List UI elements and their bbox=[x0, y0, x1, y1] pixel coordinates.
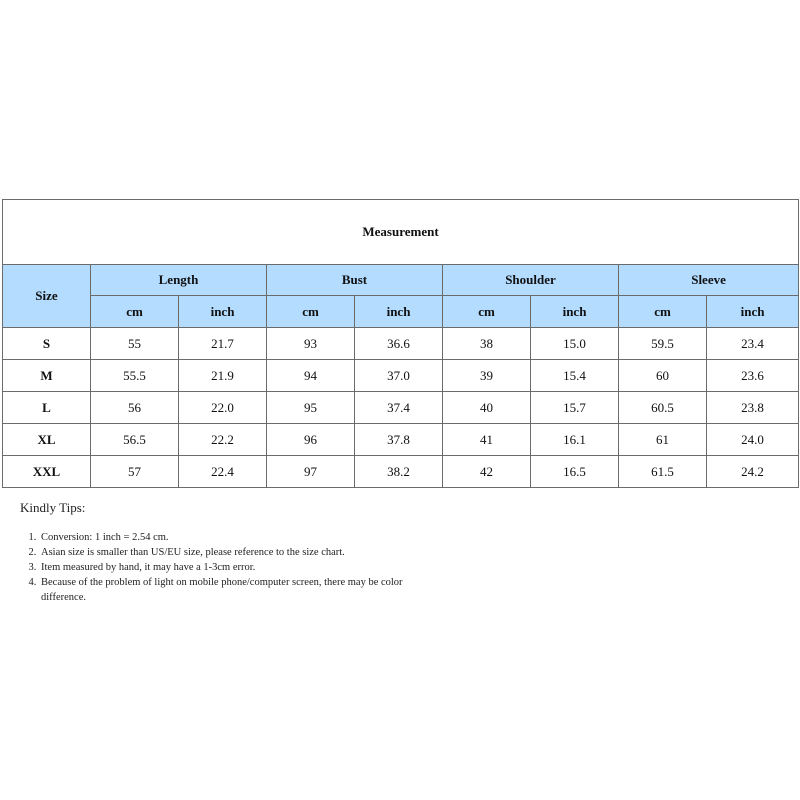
measurement-cell: 37.8 bbox=[355, 424, 443, 456]
measurement-cell: 37.4 bbox=[355, 392, 443, 424]
measurement-cell: 23.4 bbox=[707, 328, 799, 360]
measurement-cell: 56.5 bbox=[91, 424, 179, 456]
kindly-tips bbox=[20, 500, 441, 605]
measurement-cell: 55.5 bbox=[91, 360, 179, 392]
measurement-cell: 15.0 bbox=[531, 328, 619, 360]
measurement-cell: 56 bbox=[91, 392, 179, 424]
size-label: S bbox=[3, 328, 91, 360]
table-row bbox=[3, 424, 799, 456]
measurement-cell: 23.6 bbox=[707, 360, 799, 392]
group-header-sleeve: Sleeve bbox=[619, 265, 799, 296]
size-label: XXL bbox=[3, 456, 91, 488]
measurement-cell: 24.0 bbox=[707, 424, 799, 456]
unit-header: inch bbox=[531, 296, 619, 328]
table-row bbox=[3, 328, 799, 360]
tips-list bbox=[20, 530, 441, 605]
measurement-cell: 22.4 bbox=[179, 456, 267, 488]
unit-header: inch bbox=[179, 296, 267, 328]
measurement-cell: 24.2 bbox=[707, 456, 799, 488]
measurement-cell: 60 bbox=[619, 360, 707, 392]
group-header-bust: Bust bbox=[267, 265, 443, 296]
tip-item: 3. Item measured by hand, it may have a 1-3cm error. bbox=[39, 560, 441, 575]
size-label: M bbox=[3, 360, 91, 392]
measurement-cell: 38.2 bbox=[355, 456, 443, 488]
unit-header: inch bbox=[355, 296, 443, 328]
measurement-cell: 41 bbox=[443, 424, 531, 456]
group-header-length: Length bbox=[91, 265, 267, 296]
table-title: Measurement bbox=[3, 200, 799, 265]
measurement-cell: 59.5 bbox=[619, 328, 707, 360]
size-chart-table bbox=[2, 199, 799, 488]
measurement-cell: 21.7 bbox=[179, 328, 267, 360]
size-label: XL bbox=[3, 424, 91, 456]
unit-header: cm bbox=[91, 296, 179, 328]
measurement-cell: 61 bbox=[619, 424, 707, 456]
measurement-cell: 93 bbox=[267, 328, 355, 360]
measurement-cell: 38 bbox=[443, 328, 531, 360]
unit-header: cm bbox=[267, 296, 355, 328]
measurement-cell: 22.0 bbox=[179, 392, 267, 424]
table-row bbox=[3, 456, 799, 488]
measurement-cell: 37.0 bbox=[355, 360, 443, 392]
measurement-cell: 36.6 bbox=[355, 328, 443, 360]
tips-title: Kindly Tips: bbox=[20, 500, 86, 515]
measurement-cell: 39 bbox=[443, 360, 531, 392]
measurement-cell: 55 bbox=[91, 328, 179, 360]
measurement-cell: 15.7 bbox=[531, 392, 619, 424]
measurement-cell: 57 bbox=[91, 456, 179, 488]
measurement-cell: 23.8 bbox=[707, 392, 799, 424]
table-row bbox=[3, 360, 799, 392]
measurement-cell: 16.1 bbox=[531, 424, 619, 456]
measurement-cell: 16.5 bbox=[531, 456, 619, 488]
unit-header: cm bbox=[443, 296, 531, 328]
table-row bbox=[3, 392, 799, 424]
measurement-cell: 94 bbox=[267, 360, 355, 392]
table-body bbox=[3, 328, 799, 488]
measurement-cell: 15.4 bbox=[531, 360, 619, 392]
tip-item: 2. Asian size is smaller than US/EU size, please reference to the size chart. bbox=[39, 545, 441, 560]
unit-header: inch bbox=[707, 296, 799, 328]
measurement-cell: 40 bbox=[443, 392, 531, 424]
size-label: L bbox=[3, 392, 91, 424]
tip-item: 1. Conversion: 1 inch = 2.54 cm. bbox=[39, 530, 441, 545]
measurement-cell: 96 bbox=[267, 424, 355, 456]
measurement-cell: 61.5 bbox=[619, 456, 707, 488]
measurement-cell: 21.9 bbox=[179, 360, 267, 392]
unit-header: cm bbox=[619, 296, 707, 328]
size-column-header: Size bbox=[3, 265, 91, 328]
measurement-cell: 95 bbox=[267, 392, 355, 424]
measurement-cell: 60.5 bbox=[619, 392, 707, 424]
measurement-cell: 22.2 bbox=[179, 424, 267, 456]
measurement-cell: 97 bbox=[267, 456, 355, 488]
tip-item: 4. Because of the problem of light on mobile phone/computer screen, there may be color difference. bbox=[39, 575, 441, 605]
group-header-shoulder: Shoulder bbox=[443, 265, 619, 296]
measurement-cell: 42 bbox=[443, 456, 531, 488]
